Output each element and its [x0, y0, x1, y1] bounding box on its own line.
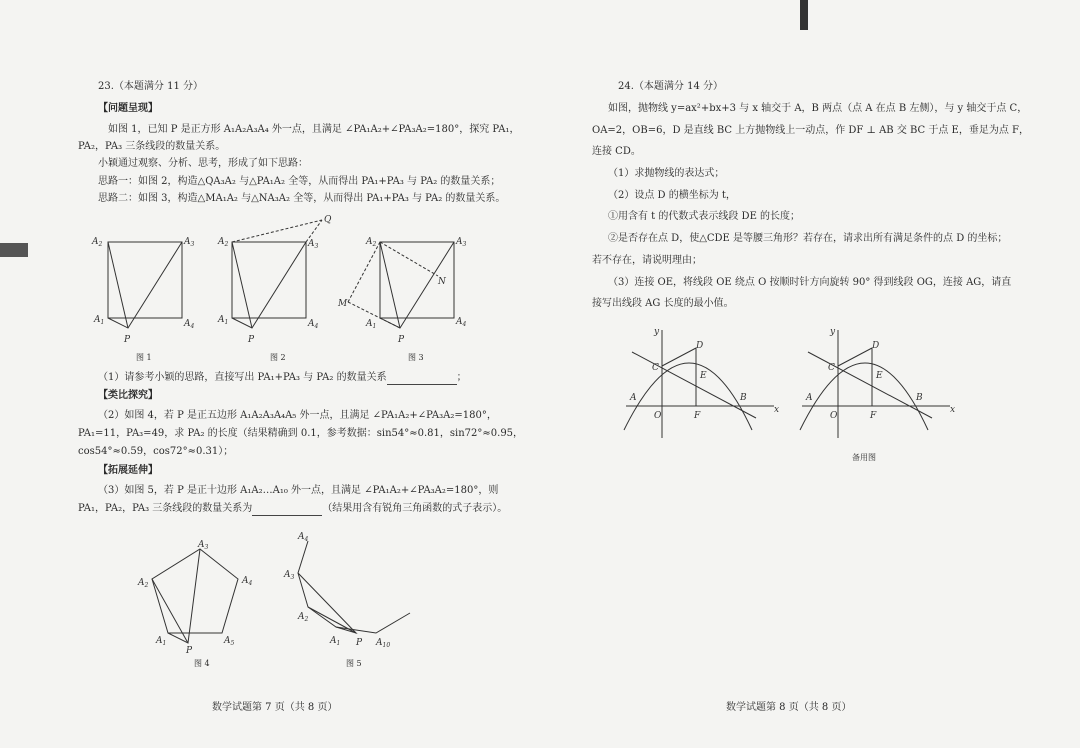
figure-4	[138, 537, 278, 657]
answer-blank-1[interactable]	[387, 374, 457, 385]
figure-2	[214, 210, 344, 345]
svg-text:A1: $A_1$	[94, 315, 105, 326]
footer-page-7: 数学试题第 7 页（共 8 页）	[212, 702, 338, 713]
svg-text:A: A	[806, 393, 813, 403]
svg-text:A1: $A_1$	[366, 319, 377, 330]
footer-page-8: 数学试题第 8 页（共 8 页）	[726, 702, 852, 713]
svg-text:N: N	[438, 277, 446, 287]
svg-text:A2: $A_2$	[298, 612, 309, 623]
svg-text:F: F	[870, 411, 877, 421]
figure-4-caption: 图 4	[194, 659, 210, 668]
svg-text:A2: $A_2$	[92, 237, 103, 248]
figure-5	[284, 527, 424, 647]
section-problem: 【问题呈现】	[98, 103, 158, 114]
q24-part-3b: 接写出线段 AG 长度的最小值。	[592, 298, 734, 309]
q24-part-2b: ②是否存在点 D，使△CDE 是等腰三角形？若存在，请求出所有满足条件的点 D 的坐标；	[608, 233, 1008, 244]
q24-part-2a: ①用含有 t 的代数式表示线段 DE 的长度；	[608, 211, 801, 222]
svg-text:A2: $A_2$	[218, 237, 229, 248]
svg-text:C: C	[652, 363, 659, 373]
q24-part-1: （1）求抛物线的表达式；	[608, 168, 725, 179]
svg-text:A3: $A_3$	[184, 237, 195, 248]
svg-text:A4: $A_4$	[298, 532, 309, 543]
svg-text:A4: $A_4$	[456, 317, 467, 328]
svg-text:F: F	[694, 411, 701, 421]
svg-text:P: P	[248, 335, 255, 345]
q23-text-3: 小颖通过观察、分析、思考，形成了如下思路：	[98, 158, 308, 169]
q24-part-3a: （3）连接 OE，将线段 OE 绕点 O 按顺时针方向旋转 90° 得到线段 OG，连接 AG，请直	[608, 277, 1012, 288]
svg-text:A3: $A_3$	[198, 540, 209, 551]
svg-text:A3: $A_3$	[308, 239, 319, 250]
svg-text:B: B	[916, 393, 923, 403]
q23-part-2a: （2）如图 4，若 P 是正五边形 A₁A₂A₃A₄A₅ 外一点，且满足 ∠PA₁A₂+∠PA₃A₂=180°，	[98, 410, 497, 421]
q24-text-1: 如图，抛物线 y=ax²+bx+3 与 x 轴交于 A，B 两点（点 A 在点 B 左侧），与 y 轴交于点 C，	[608, 103, 1028, 114]
svg-text:x: x	[774, 405, 780, 415]
svg-text:D: D	[872, 341, 880, 351]
q24-title: 24.（本题满分 14 分）	[618, 81, 723, 92]
svg-text:P: P	[186, 646, 193, 656]
svg-text:A: A	[630, 393, 637, 403]
q23-part-2b: PA₁=11，PA₃=49，求 PA₂ 的长度（结果精确到 0.1，参考数据：sin54°≈0.81，sin72°≈0.95，	[78, 428, 524, 439]
svg-text:A1: $A_1$	[156, 636, 167, 647]
q23-text-5: 思路二：如图 3，构造△MA₁A₂ 与△NA₃A₂ 全等，从而得出 PA₁+PA₃ 与 PA₂ 的数量关系。	[98, 193, 506, 204]
q23-text-1: 如图 1，已知 P 是正方形 A₁A₂A₃A₄ 外一点，且满足 ∠PA₁A₂+∠PA₃A₂=180°，探究 PA₁，	[108, 124, 520, 135]
svg-text:P: P	[398, 335, 405, 345]
figure-2-caption: 图 2	[270, 353, 286, 362]
spare-figure-caption: 备用图	[852, 453, 876, 462]
svg-text:A3: $A_3$	[284, 570, 295, 581]
figure-1	[88, 230, 208, 350]
svg-text:A2: $A_2$	[366, 237, 377, 248]
q23-part-3a: （3）如图 5，若 P 是正十边形 A₁A₂…A₁₀ 外一点，且满足 ∠PA₁A₂+∠PA₃A₂=180°，则	[98, 485, 499, 496]
svg-text:E: E	[876, 371, 883, 381]
q23-title: 23.（本题满分 11 分）	[98, 81, 203, 92]
svg-text:C: C	[828, 363, 835, 373]
figure-3	[336, 230, 476, 350]
q24-part-2c: 若不存在，请说明理由；	[592, 255, 702, 266]
svg-text:Q: Q	[324, 215, 332, 225]
q23-part-2c: cos54°≈0.59，cos72°≈0.31）；	[78, 446, 234, 457]
svg-text:A5: $A_5$	[224, 636, 235, 647]
svg-text:A2: $A_2$	[138, 578, 149, 589]
q24-text-2: OA=2，OB=6，D 是直线 BC 上方抛物线上一动点，作 DF ⊥ AB 交 BC 于点 E，垂足为点 F，	[592, 125, 1029, 136]
q23-part-3b: PA₁，PA₂，PA₃ 三条线段的数量关系为 （结果用含有锐角三角函数的式子表示）。	[78, 503, 508, 514]
svg-text:A4: $A_4$	[242, 576, 253, 587]
q24-text-3: 连接 CD。	[592, 146, 641, 157]
svg-text:y: y	[654, 327, 660, 337]
figure-1-caption: 图 1	[136, 353, 152, 362]
svg-text:A3: $A_3$	[456, 237, 467, 248]
answer-blank-2[interactable]	[252, 505, 322, 516]
svg-text:A4: $A_4$	[308, 319, 319, 330]
svg-text:P: P	[356, 638, 363, 648]
svg-text:O: O	[654, 411, 662, 421]
svg-text:M: M	[338, 299, 348, 309]
svg-text:E: E	[700, 371, 707, 381]
section-extension: 【拓展延伸】	[98, 465, 158, 476]
q23-text-4: 思路一：如图 2，构造△QA₃A₂ 与△PA₁A₂ 全等，从而得出 PA₁+PA₃ 与 PA₂ 的数量关系；	[98, 176, 501, 187]
svg-text:A4: $A_4$	[184, 319, 195, 330]
parabola-figure	[624, 326, 784, 446]
svg-text:x: x	[950, 405, 956, 415]
q24-part-2: （2）设点 D 的横坐标为 t，	[608, 190, 736, 201]
svg-text:O: O	[830, 411, 838, 421]
svg-text:A10: $A_{10}$	[376, 638, 391, 649]
figure-3-caption: 图 3	[408, 353, 424, 362]
spare-figure	[800, 326, 960, 446]
svg-text:B: B	[740, 393, 747, 403]
svg-text:y: y	[830, 327, 836, 337]
svg-text:D: D	[696, 341, 704, 351]
figure-5-caption: 图 5	[346, 659, 362, 668]
q23-part-1: （1）请参考小颖的思路，直接写出 PA₁+PA₃ 与 PA₂ 的数量关系 ；	[98, 372, 467, 383]
q23-text-2: PA₂，PA₃ 三条线段的数量关系。	[78, 141, 226, 152]
section-analogy: 【类比探究】	[98, 390, 158, 401]
svg-text:P: P	[124, 335, 131, 345]
svg-text:A1: $A_1$	[218, 315, 229, 326]
right-page	[540, 0, 1080, 748]
svg-text:A1: $A_1$	[330, 636, 341, 647]
